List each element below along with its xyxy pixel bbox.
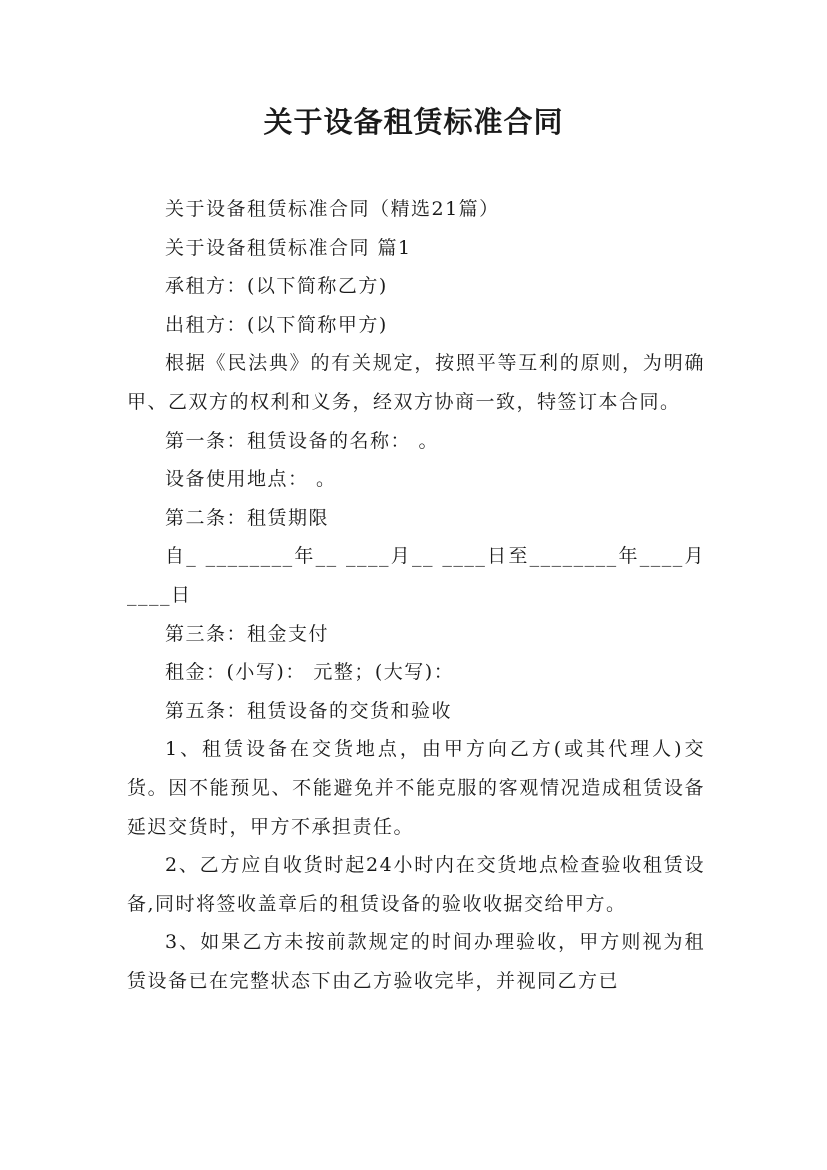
paragraph-usage-location: 设备使用地点： 。 bbox=[165, 468, 337, 491]
document-title: 关于设备租赁标准合同 bbox=[263, 105, 564, 139]
paragraph-clause-1: 1、租赁设备在交货地点，由甲方向乙方(或其代理人)交货。因不能预见、不能避免并不能克服的客观情况造成租赁设备延迟交货时，甲方不承担责任。 bbox=[127, 738, 705, 838]
document-body bbox=[127, 190, 705, 1000]
paragraph-article-3: 第三条：租金支付 bbox=[165, 622, 330, 645]
paragraph-article-2: 第二条：租赁期限 bbox=[165, 506, 330, 529]
paragraph-lessor: 出租方：(以下简称甲方) bbox=[165, 313, 388, 336]
paragraph-clause-3: 3、如果乙方未按前款规定的时间办理验收，甲方则视为租赁设备已在完整状态下由乙方验收完毕，并视同乙方已 bbox=[127, 931, 705, 992]
paragraph-article-1: 第一条：租赁设备的名称： 。 bbox=[165, 429, 440, 452]
paragraph-preamble: 根据《民法典》的有关规定，按照平等互利的原则，为明确甲、乙双方的权利和义务，经双方协商一致，特签订本合同。 bbox=[127, 352, 705, 413]
paragraph-article-5: 第五条：租赁设备的交货和验收 bbox=[165, 699, 453, 722]
paragraph-lease-period: 自_ ________年__ ____月__ ____日至________年____月____日 bbox=[127, 545, 705, 606]
paragraph-lessee: 承租方：(以下简称乙方) bbox=[165, 275, 388, 298]
paragraph-rent: 租金：(小写)： 元整；(大写)： bbox=[165, 661, 455, 684]
paragraph-clause-2: 2、乙方应自收货时起24小时内在交货地点检查验收租赁设备,同时将签收盖章后的租赁设备的验收收据交给甲方。 bbox=[127, 854, 705, 915]
paragraph-subtitle: 关于设备租赁标准合同（精选21篇） bbox=[165, 198, 500, 220]
paragraph-section-heading: 关于设备租赁标准合同 篇1 bbox=[165, 236, 412, 259]
